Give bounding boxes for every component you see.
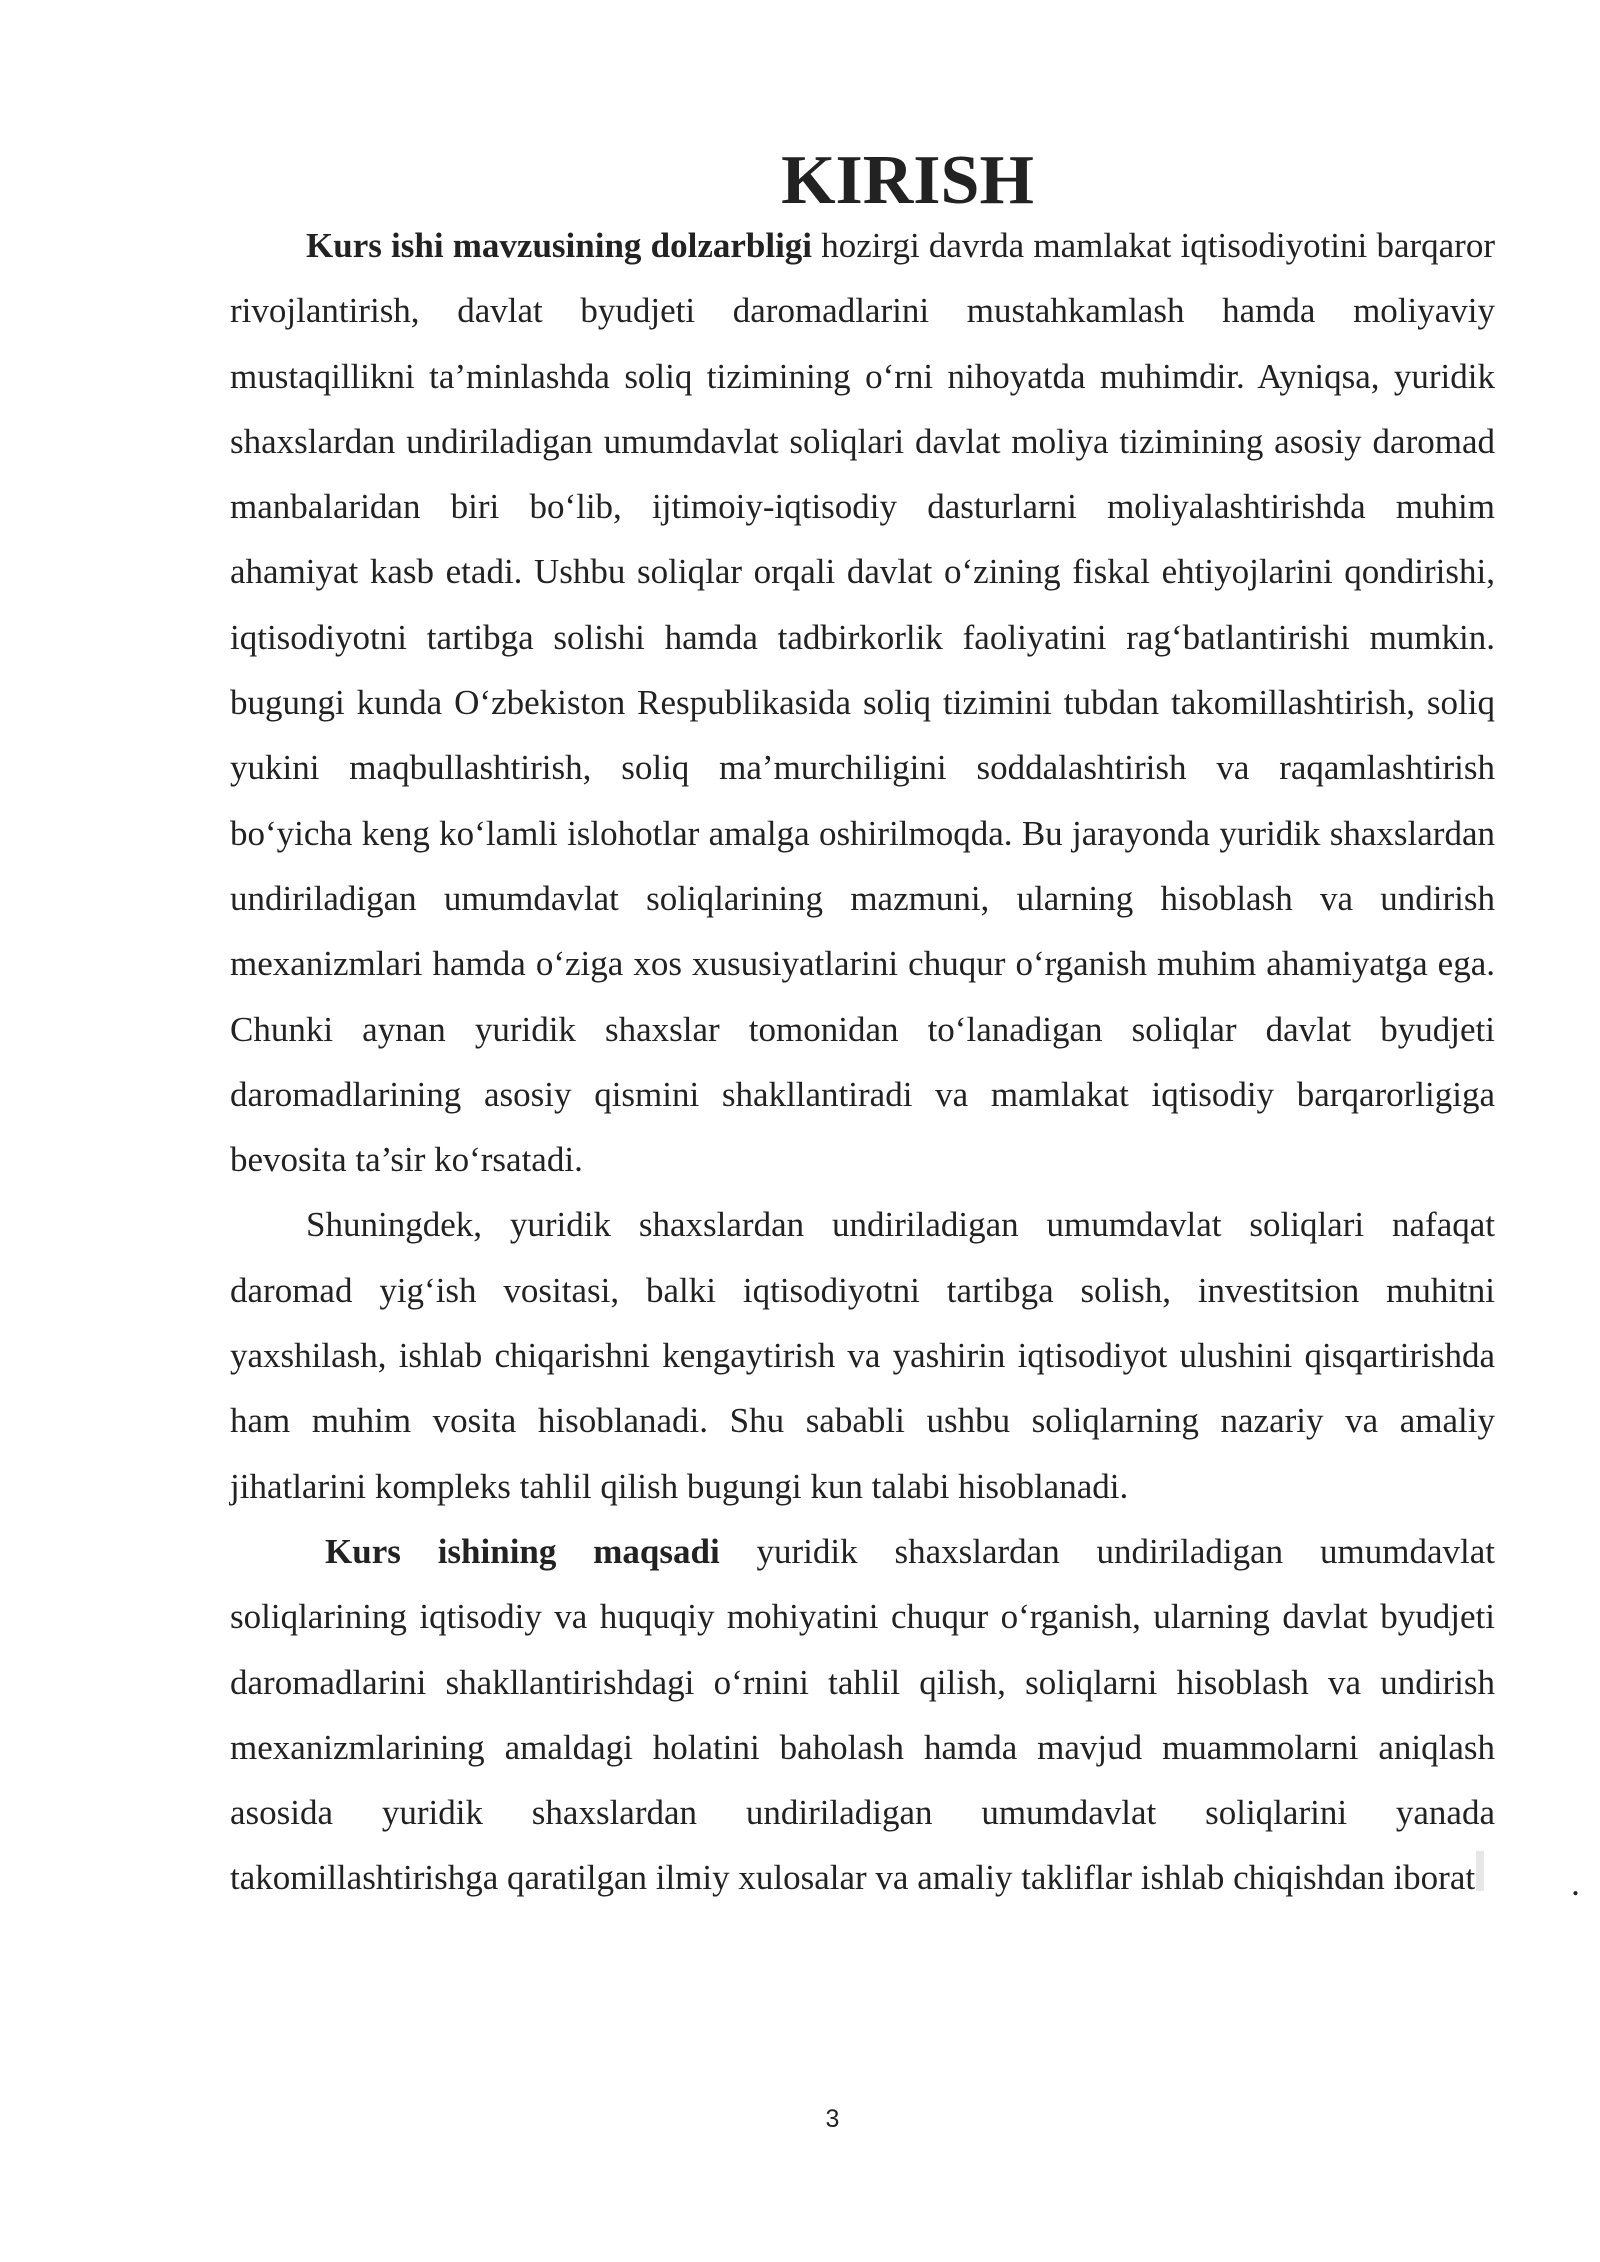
- paragraph-relevance: [230, 213, 1495, 1192]
- paragraph-bold-lead: Kurs ishi mavzusining dolzarbligi: [306, 226, 813, 265]
- page-number: 3: [825, 2105, 840, 2133]
- paragraph-text: hozirgi davrda mamlakat iqtisodiyotini barqaror rivojlantirish, davlat byudjeti daromadlarini mustahkamlash hamda moliyaviy mustaqillikni ta’minlashda soliq tizimining o‘rni nihoyatda muhimdir. Ayniqsa, yuridik shaxslardan undiriladigan umumdavlat soliqlari davlat moliya tizimining asosiy daromad manbalaridan biri bo‘lib, ijtimoiy-iqtisodiy dasturlarni moliyalashtirishda muhim ahamiyat kasb etadi. Ushbu soliqlar orqali davlat o‘zining fiskal ehtiyojlarini qondirishi, iqtisodiyotni tartibga solishi hamda tadbirkorlik faoliyatini rag‘batlantirishi mumkin. bugungi kunda O‘zbekiston Respublikasida soliq tizimini tubdan takomillashtirish, soliq yukini maqbullashtirish, soliq ma’murchiligini soddalashtirish va raqamlashtirish bo‘yicha keng ko‘lamli islohotlar amalga oshirilmoqda. Bu jarayonda yuridik shaxslardan undiriladigan umumdavlat soliqlarining mazmuni, ularning hisoblash va undirish mexanizmlari hamda o‘ziga xos xususiyatlarini chuqur o‘rganish muhim ahamiyatga ega. Chunki aynan yuridik shaxslar tomonidan to‘lanadigan soliqlar davlat byudjeti daromadlarining asosiy qismini shakllantiradi va mamlakat iqtisodiy barqarorligiga bevosita ta’sir ko‘rsatadi.: [230, 226, 1495, 1180]
- paragraph-trailing-period: .: [1571, 1864, 1580, 1904]
- paragraph-goal: [230, 1519, 1580, 1911]
- paragraph-text: yuridik shaxslardan undiriladigan umumdavlat soliqlarining iqtisodiy va huquqiy mohiyatini chuqur o‘rganish, ularning davlat byudjeti daromadlarini shakllantirishdagi o‘rnini tahlil qilish, soliqlarni hisoblash va undirish mexanizmlarining amaldagi holatini baholash hamda mavjud muammolarni aniqlash asosida yuridik shaxslardan undiriladigan umumdavlat soliqlarini yanada takomillashtirishga qaratilgan ilmiy xulosalar va amaliy takliflar ishlab chiqishdan iborat: [230, 1531, 1495, 1898]
- text-selection-highlight: [1476, 1851, 1580, 1904]
- section-heading: KIRISH: [781, 142, 1034, 219]
- paragraph-text: Shuningdek, yuridik shaxslardan undiriladigan umumdavlat soliqlari nafaqat daromad yig‘ish vositasi, balki iqtisodiyotni tartibga solish, investitsion muhitni yaxshilash, ishlab chiqarishni kengaytirish va yashirin iqtisodiyot ulushini qisqartirishda ham muhim vosita hisoblanadi. Shu sababli ushbu soliqlarning nazariy va amaliy jihatlarini kompleks tahlil qilish bugungi kun talabi hisoblanadi.: [230, 1205, 1495, 1506]
- page-content: [230, 142, 1580, 1911]
- paragraph-bold-lead: Kurs ishining maqsadi: [325, 1531, 720, 1571]
- paragraph-importance: [230, 1192, 1495, 1518]
